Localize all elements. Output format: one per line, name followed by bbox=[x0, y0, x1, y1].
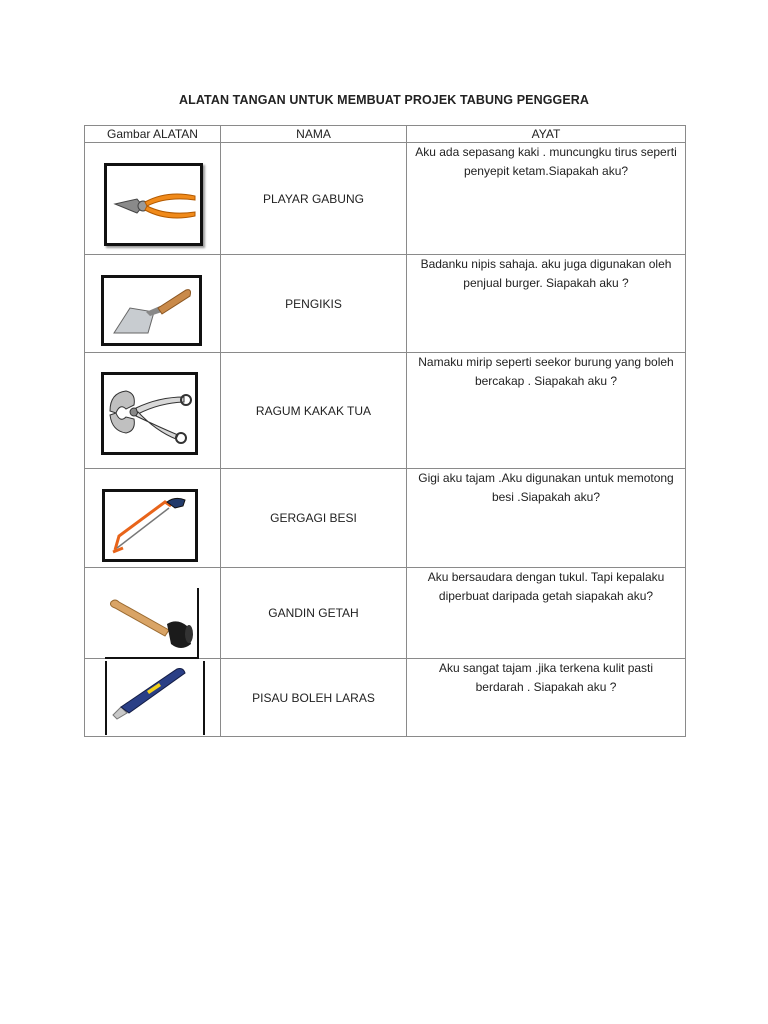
pincers-icon bbox=[101, 372, 198, 455]
table-row bbox=[85, 469, 686, 568]
tool-riddle: Aku ada sepasang kaki . muncungku tirus seperti penyepit ketam.Siapakah aku? bbox=[407, 143, 686, 255]
header-ayat: AYAT bbox=[407, 126, 686, 143]
tools-table bbox=[84, 125, 686, 737]
table-row bbox=[85, 568, 686, 659]
picture-cell bbox=[85, 568, 221, 659]
header-gambar: Gambar ALATAN bbox=[85, 126, 221, 143]
tool-riddle: Badanku nipis sahaja. aku juga digunakan oleh penjual burger. Siapakah aku ? bbox=[407, 255, 686, 353]
tool-riddle: Aku sangat tajam .jika terkena kulit pasti berdarah . Siapakah aku ? bbox=[407, 659, 686, 737]
pliers-icon bbox=[104, 163, 203, 246]
picture-cell bbox=[85, 469, 221, 568]
picture-cell bbox=[85, 143, 221, 255]
scraper-icon bbox=[101, 275, 202, 346]
mallet-icon bbox=[105, 588, 199, 659]
table-row bbox=[85, 143, 686, 255]
tool-name: RAGUM KAKAK TUA bbox=[221, 353, 407, 469]
page-title: ALATAN TANGAN UNTUK MEMBUAT PROJEK TABUNG PENGGERA bbox=[178, 93, 590, 107]
tool-name: GANDIN GETAH bbox=[221, 568, 407, 659]
tool-name: PISAU BOLEH LARAS bbox=[221, 659, 407, 737]
tool-name: PENGIKIS bbox=[221, 255, 407, 353]
tool-name: PLAYAR GABUNG bbox=[221, 143, 407, 255]
picture-cell bbox=[85, 353, 221, 469]
tool-riddle: Gigi aku tajam .Aku digunakan untuk memotong besi .Siapakah aku? bbox=[407, 469, 686, 568]
table-row bbox=[85, 255, 686, 353]
cutter-knife-icon bbox=[105, 661, 205, 735]
table-row bbox=[85, 353, 686, 469]
header-nama: NAMA bbox=[221, 126, 407, 143]
tool-riddle: Namaku mirip seperti seekor burung yang boleh bercakap . Siapakah aku ? bbox=[407, 353, 686, 469]
table-row bbox=[85, 659, 686, 737]
picture-cell bbox=[85, 659, 221, 737]
tool-riddle: Aku bersaudara dengan tukul. Tapi kepalaku diperbuat daripada getah siapakah aku? bbox=[407, 568, 686, 659]
hacksaw-icon bbox=[102, 489, 198, 562]
header-row bbox=[85, 126, 686, 143]
tool-name: GERGAGI BESI bbox=[221, 469, 407, 568]
picture-cell bbox=[85, 255, 221, 353]
